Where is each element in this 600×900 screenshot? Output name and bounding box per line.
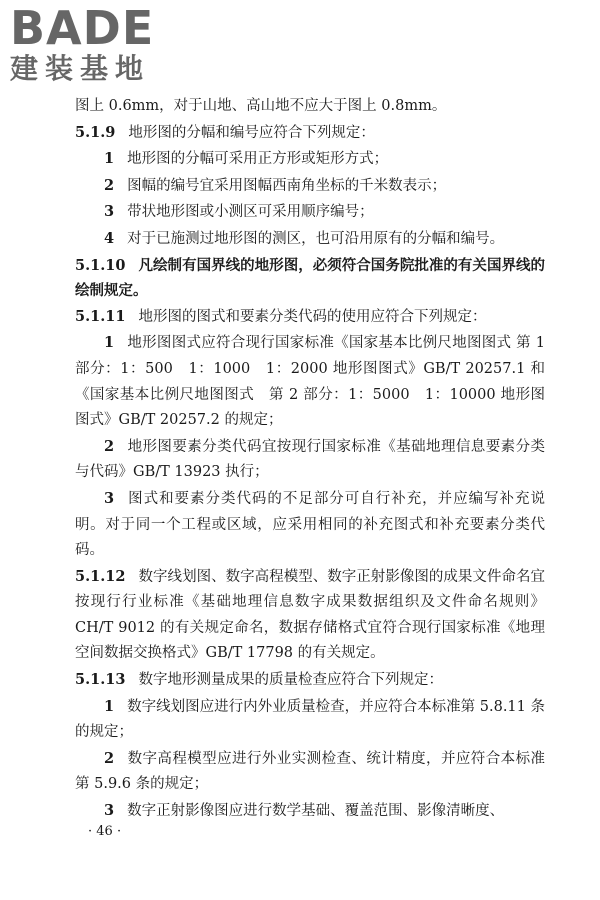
item-text: 图式和要素分类代码的不足部分可自行补充，并应编写补充说明。对于同一个工程或区域，应采用相同的补充图式和补充要素分类代码。	[75, 490, 545, 559]
list-item	[75, 173, 545, 200]
clause-number: 5.1.12	[75, 567, 126, 585]
list-item	[75, 486, 545, 564]
clause-5-1-11	[75, 304, 545, 331]
list-item	[75, 146, 545, 173]
document-body	[75, 94, 545, 825]
item-number: 1	[104, 334, 115, 352]
item-text: 图幅的编号宜采用图幅西南角坐标的千米数表示；	[127, 177, 447, 194]
clause-text: 数字线划图、数字高程模型、数字正射影像图的成果文件命名宜按现行行业标准《基础地理信息数字成果数据组织及文件命名规则》CH/T 9012 的有关规定命名，数据存储格式宜符合现行国家标准《地理空间数据交换格式》GB/T 17798 的有关规定。	[75, 568, 545, 662]
item-number: 3	[104, 802, 115, 820]
item-number: 3	[104, 203, 115, 221]
clause-5-1-10	[75, 253, 545, 304]
item-text: 地形图要素分类代码宜按现行国家标准《基础地理信息要素分类与代码》GB/T 13923 执行；	[75, 438, 545, 481]
clause-text: 地形图的分幅和编号应符合下列规定：	[128, 124, 375, 141]
clause-5-1-13	[75, 667, 545, 694]
item-text: 数字正射影像图应进行数学基础、覆盖范围、影像清晰度、	[127, 803, 505, 820]
item-number: 2	[104, 749, 115, 767]
clause-5-1-9	[75, 120, 545, 147]
item-text: 地形图图式应符合现行国家标准《国家基本比例尺地图图式 第 1 部分：1：500 1：1000 1：2000 地形图图式》GB/T 20257.1 和《国家基本比例尺地图图式 第 2 部分：1：5000 1：10000 地形图图式》GB/T 20257.2 的规定；	[75, 335, 545, 429]
clause-number: 5.1.10	[75, 256, 126, 274]
item-number: 2	[104, 176, 115, 194]
logo-wordmark: BADE	[10, 1, 155, 55]
item-text: 数字线划图应进行内外业质量检查，并应符合本标准第 5.8.11 条的规定；	[75, 698, 545, 741]
list-item	[75, 798, 545, 825]
clause-text: 凡绘制有国界线的地形图，必须符合国务院批准的有关国界线的绘制规定。	[75, 256, 545, 300]
paragraph-text: 图上 0.6mm，对于山地、高山地不应大于图上 0.8mm。	[75, 98, 447, 114]
clause-number: 5.1.13	[75, 671, 126, 689]
list-item	[75, 199, 545, 226]
item-text: 带状地形图或小测区可采用顺序编号；	[127, 204, 374, 221]
list-item	[75, 694, 545, 746]
logo-subtitle: 建装基地	[10, 52, 151, 85]
clause-number: 5.1.11	[75, 307, 126, 325]
page-number: · 46 ·	[88, 824, 122, 839]
item-number: 3	[104, 489, 115, 507]
list-item	[75, 226, 545, 253]
item-number: 2	[104, 437, 115, 455]
item-text: 数字高程模型应进行外业实测检查、统计精度，并应符合本标准第 5.9.6 条的规定；	[75, 750, 545, 793]
logo	[10, 1, 180, 85]
item-number: 1	[104, 697, 115, 715]
clause-text: 数字地形测量成果的质量检查应符合下列规定：	[138, 672, 443, 689]
list-item	[75, 330, 545, 433]
item-text: 地形图的分幅可采用正方形或矩形方式；	[127, 151, 389, 168]
list-item	[75, 746, 545, 798]
item-text: 对于已施测过地形图的测区，也可沿用原有的分幅和编号。	[127, 230, 505, 247]
paragraph-continuation	[75, 94, 545, 120]
item-number: 4	[104, 229, 115, 247]
clause-number: 5.1.9	[75, 123, 116, 141]
item-number: 1	[104, 150, 115, 168]
list-item	[75, 434, 545, 486]
clause-text: 地形图的图式和要素分类代码的使用应符合下列规定：	[138, 308, 487, 325]
clause-5-1-12	[75, 564, 545, 667]
